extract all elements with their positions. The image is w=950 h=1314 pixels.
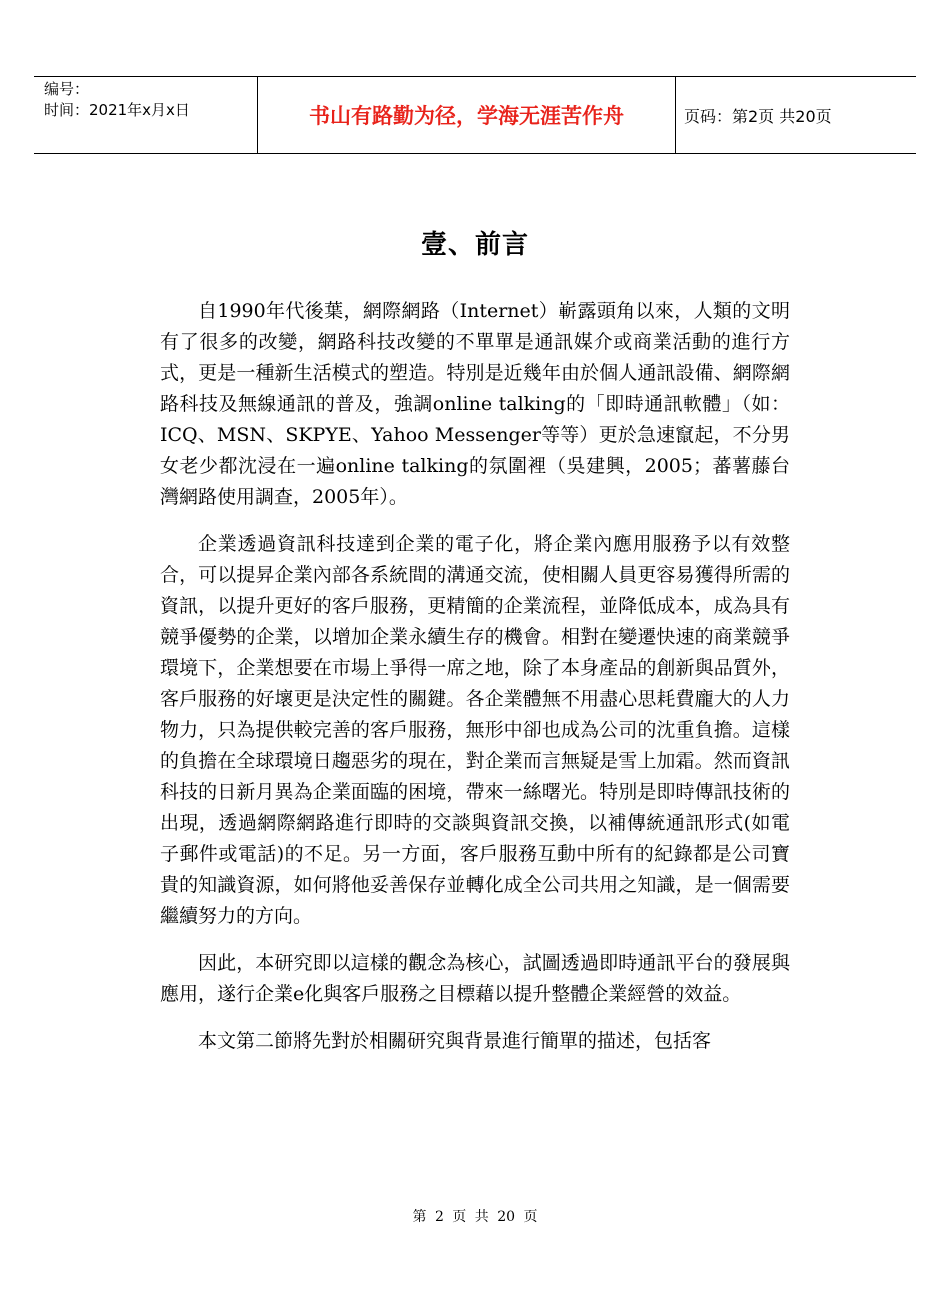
page-header: [34, 76, 916, 154]
paragraph: 因此，本研究即以這樣的觀念為核心，試圖透過即時通訊平台的發展與應用，遂行企業e化與客戶服務之目標藉以提升整體企業經營的效益。: [160, 952, 790, 1005]
header-page-info: 页码：第2页 共20页: [684, 106, 832, 126]
document-time-label: 时间：2021年x月x日: [44, 101, 190, 119]
paragraph: 自1990年代後葉，網際網路（Internet）嶄露頭角以來，人類的文明有了很多的改變，網路科技改變的不單單是通訊媒介或商業活動的進行方式，更是一種新生活模式的塑造。特別是近幾年由於個人通訊設備、網際網路科技及無線通訊的普及，強調online talking的「即時通訊軟體」（如：ICQ、MSN、SKPYE、Yahoo Messenger等等）更於急速竄起，不分男女老少都沈浸在一遍online talking的氛圍裡（吳建興，2005；蕃薯藤台灣網路使用調查，2005年）。: [160, 300, 790, 508]
body-text: [160, 296, 790, 1073]
paragraph: 本文第二節將先對於相關研究與背景進行簡單的描述，包括客: [198, 1030, 712, 1052]
header-motto: 书山有路勤为径，学海无涯苦作舟: [258, 77, 676, 153]
page-footer: 第 2 页 共 20 页: [412, 1209, 538, 1225]
paragraph: 企業透過資訊科技達到企業的電子化，將企業內應用服務予以有效整合，可以提昇企業內部各系統間的溝通交流，使相關人員更容易獲得所需的資訊，以提升更好的客戶服務，更精簡的企業流程，並降低成本，成為具有競爭優勢的企業，以增加企業永續生存的機會。相對在變遷快速的商業競爭環境下，企業想要在市場上爭得一席之地，除了本身產品的創新與品質外，客戶服務的好壞更是決定性的關鍵。各企業體無不用盡心思耗費龐大的人力物力，只為提供較完善的客戶服務，無形中卻也成為公司的沈重負擔。這樣的負擔在全球環境日趨惡劣的現在，對企業而言無疑是雪上加霜。然而資訊科技的日新月異為企業面臨的困境，帶來一絲曙光。特別是即時傳訊技術的出現，透過網際網路進行即時的交談與資訊交換，以補傳統通訊形式(如電子郵件或電話)的不足。另一方面，客戶服務互動中所有的紀錄都是公司寶貴的知識資源，如何將他妥善保存並轉化成全公司共用之知識，是一個需要繼續努力的方向。: [160, 533, 790, 927]
document-number-label: 编号：: [44, 80, 90, 98]
header-meta: [34, 77, 258, 153]
section-title: 壹、前言: [420, 230, 529, 260]
